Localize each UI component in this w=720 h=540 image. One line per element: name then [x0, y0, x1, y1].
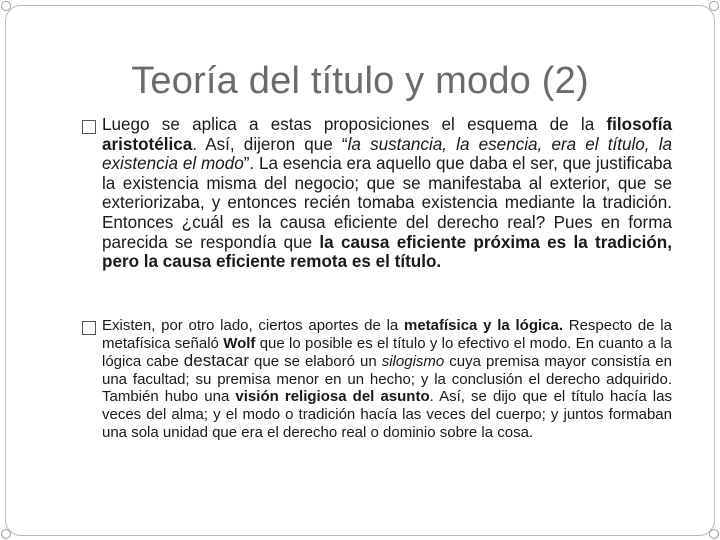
text-run-italic: la sustancia, la esencia, era el título, la existencia el modo	[102, 134, 672, 174]
corner-dot-bottom-left	[1, 529, 11, 539]
corner-dot-top-right	[709, 1, 719, 11]
bullet-box-icon	[82, 120, 96, 134]
text-run-large: destacar	[183, 351, 249, 371]
bullet-item-1	[82, 115, 672, 272]
text-run: Luego se aplica a estas proposiciones el esquema de la	[102, 115, 607, 134]
text-run: . Así, se dijo que el título hacía las veces del alma; y el modo o tradición hacía las veces del cuerpo; y juntos formaban una sola unidad que era el derecho real o dominio sobre la cosa.	[102, 388, 672, 441]
text-run: ”. La esencia era aquello que daba el ser, que justificaba la existencia misma del negocio; que se manifestaba al exterior, que se exteriorizaba, y entonces recién tomaba existencia mediante la tradición. Entonces ¿cuál es la causa eficiente del derecho real? Pues en forma parecida se respondía que	[102, 154, 673, 252]
slide-title: Teoría del título y modo (2)	[131, 60, 589, 102]
bullet-item-2	[82, 317, 672, 441]
text-run: cuya premisa mayor consistía en una facultad; su premisa menor en un hecho; y la conclusión el derecho adquirido. También hubo una	[102, 353, 672, 406]
text-run-bold: filosofía aristotélica	[102, 115, 672, 154]
corner-dot-top-left	[1, 1, 11, 11]
text-run-bold: visión religiosa del asunto	[235, 388, 430, 406]
text-run-italic: silogismo	[381, 353, 445, 371]
bullet-box-icon	[82, 321, 96, 335]
corner-dot-bottom-right	[709, 529, 719, 539]
text-run-bold: metafísica y la lógica.	[404, 317, 563, 334]
text-run: que se elaboró un	[248, 353, 382, 371]
bullet-text-1	[102, 115, 672, 272]
text-run-bold: la causa eficiente próxima es la tradición, pero la causa eficiente remota es el título.	[102, 232, 672, 272]
text-run: . Así, dijeron que “	[192, 134, 348, 154]
text-run: Respecto de la metafísica señaló	[102, 317, 672, 352]
text-run: Existen, por otro lado, ciertos aportes de la	[102, 317, 404, 334]
text-run-bold: Wolf	[223, 334, 256, 352]
bullet-text-2	[102, 317, 672, 441]
text-run: que lo posible es el título y lo efectivo el modo. En cuanto a la lógica cabe	[102, 334, 672, 371]
